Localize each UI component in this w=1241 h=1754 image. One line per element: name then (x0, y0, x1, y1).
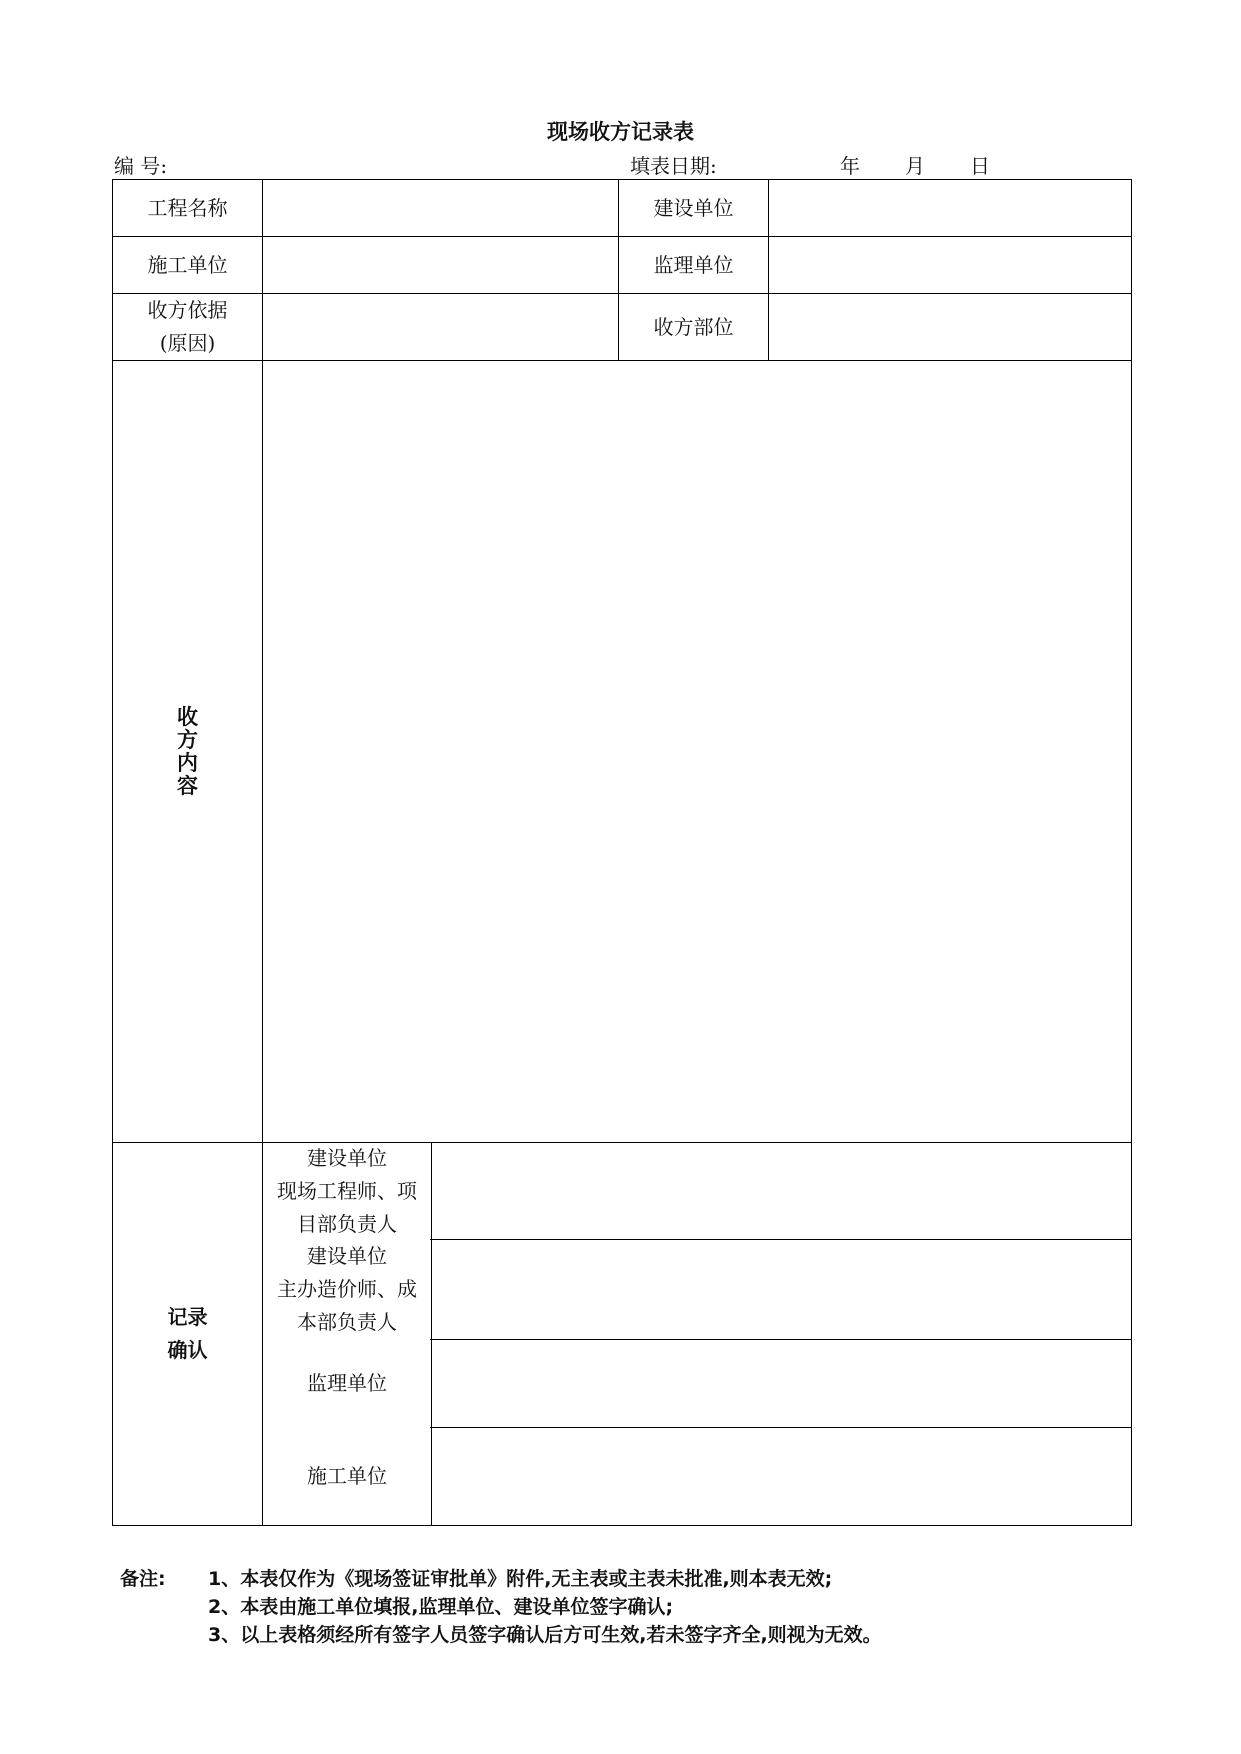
owner-unit-field[interactable] (769, 180, 1131, 236)
content-label-char: 方 (177, 727, 198, 752)
note-item-2: 2、本表由施工单位填报,监理单位、建设单位签字确认; (208, 1596, 674, 1618)
confirm-line: 现场工程师、项 (277, 1178, 417, 1203)
owner-unit-label: 建设单位 (653, 195, 734, 220)
year-label: 年 (840, 154, 860, 178)
confirm-line: 本部负责人 (297, 1310, 397, 1334)
basis-label-line2: (原因) (159, 331, 216, 355)
basis-label-line1: 收方依据 (147, 298, 228, 322)
day-label: 日 (970, 154, 990, 178)
basis-field[interactable] (263, 294, 618, 360)
notes-label: 备注: (120, 1568, 166, 1590)
confirm-row-supervisor-label: 监理单位 (307, 1371, 387, 1395)
confirm-line: 建设单位 (307, 1145, 387, 1170)
contractor-signature-field[interactable] (432, 1428, 1131, 1525)
note-item-3: 3、以上表格须经所有签字人员签字确认后方可生效,若未签字齐全,则视为无效。 (208, 1624, 882, 1646)
confirm-line: 建设单位 (307, 1244, 387, 1268)
supervisor-field[interactable] (769, 237, 1131, 293)
confirm-line: 主办造价师、成 (277, 1277, 417, 1301)
location-field[interactable] (769, 294, 1131, 360)
contractor-label: 施工单位 (147, 252, 228, 277)
owner-engineer-signature-field[interactable] (432, 1143, 1131, 1239)
content-label-char: 内 (177, 750, 198, 775)
project-name-label: 工程名称 (147, 195, 228, 220)
note-item-1: 1、本表仅作为《现场签证审批单》附件,无主表或主表未批准,则本表无效; (208, 1568, 833, 1590)
basis-label (113, 294, 262, 360)
contractor-field[interactable] (263, 237, 618, 293)
location-label: 收方部位 (653, 314, 734, 339)
content-label-char: 收 (177, 704, 198, 729)
number-label: 编 号: (114, 154, 168, 178)
content-label (113, 361, 262, 1142)
owner-cost-signature-field[interactable] (432, 1240, 1131, 1339)
supervisor-signature-field[interactable] (432, 1340, 1131, 1427)
confirm-label-line1: 记录 (167, 1305, 208, 1329)
confirm-row-contractor-label: 施工单位 (307, 1464, 387, 1488)
month-label: 月 (905, 154, 925, 178)
date-label: 填表日期: (630, 154, 717, 178)
content-label-char: 容 (177, 773, 198, 798)
confirm-label (113, 1143, 262, 1525)
confirm-row-owner-cost-label (263, 1240, 431, 1339)
confirm-label-line2: 确认 (167, 1338, 208, 1362)
confirm-line: 目部负责人 (297, 1211, 397, 1236)
supervisor-label: 监理单位 (653, 252, 734, 277)
project-name-field[interactable] (263, 180, 618, 236)
content-field[interactable] (263, 361, 1131, 1142)
confirm-row-owner-engineer-label (263, 1143, 431, 1239)
page-title: 现场收方记录表 (547, 120, 694, 144)
